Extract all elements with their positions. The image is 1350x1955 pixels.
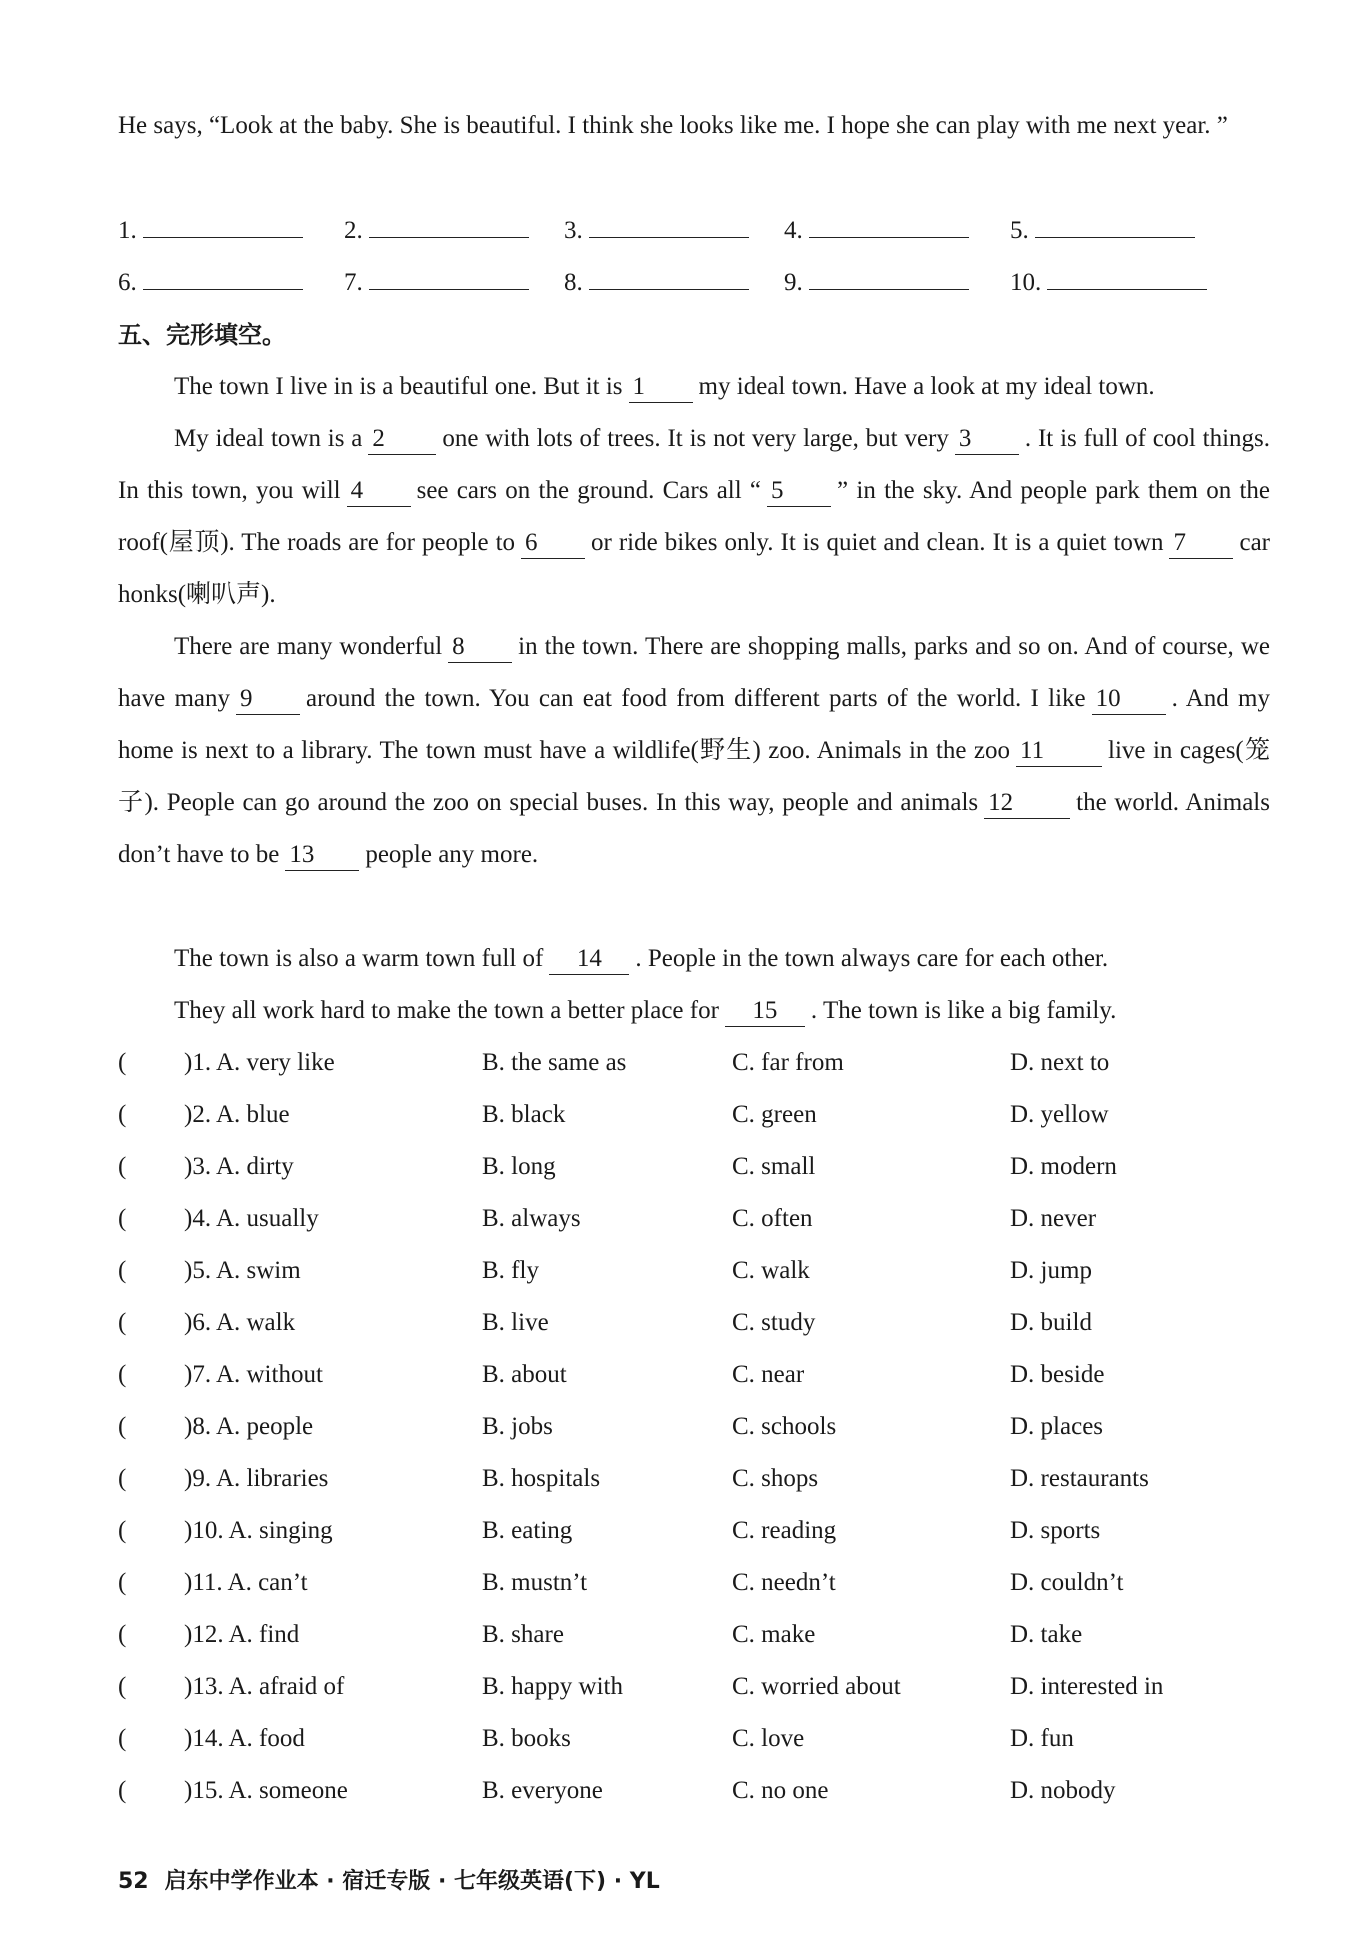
option-a[interactable]: )1. A. very like — [184, 1049, 335, 1076]
option-d[interactable]: D. beside — [1010, 1361, 1105, 1388]
option-c[interactable]: C. love — [732, 1725, 805, 1752]
footer-text: 启东中学作业本 · 宿迁专版 · 七年级英语(下) · YL — [164, 1869, 660, 1894]
option-d[interactable]: D. build — [1010, 1309, 1092, 1336]
option-b[interactable]: B. everyone — [482, 1777, 603, 1804]
option-a[interactable]: )13. A. afraid of — [184, 1673, 345, 1700]
passage-paragraph-2: My ideal town is a 2 one with lots of trees. It is not very large, but very 3 . It is full of cool things. In this town, you will 4 see cars on the ground. Cars all “ 5 ” in the sky. And people park them on the roof(屋顶). The roads are for people to 6 or ride bikes only. It is quiet and clean. It is a quiet town 7 car honks(喇叭声). — [118, 425, 1271, 608]
cloze-blank-2: 2 — [368, 424, 436, 455]
option-d[interactable]: D. modern — [1010, 1153, 1117, 1180]
answer-paren[interactable]: ( — [118, 1465, 127, 1492]
cloze-blank-7: 7 — [1169, 528, 1233, 559]
option-a[interactable]: )8. A. people — [184, 1413, 314, 1440]
option-a[interactable]: )9. A. libraries — [184, 1465, 329, 1492]
option-a[interactable]: )6. A. walk — [184, 1309, 296, 1336]
option-d[interactable]: D. nobody — [1010, 1777, 1116, 1804]
question-row — [118, 1453, 1270, 1505]
answer-paren[interactable]: ( — [118, 1413, 127, 1440]
answer-blank-3[interactable]: 3. — [564, 205, 749, 257]
option-a[interactable]: )2. A. blue — [184, 1101, 290, 1128]
answer-paren[interactable]: ( — [118, 1257, 127, 1284]
answer-paren[interactable]: ( — [118, 1361, 127, 1388]
option-d[interactable]: D. jump — [1010, 1257, 1092, 1284]
option-b[interactable]: B. books — [482, 1725, 571, 1752]
answer-blank-6[interactable]: 6. — [118, 257, 303, 309]
option-d[interactable]: D. interested in — [1010, 1673, 1164, 1700]
question-row — [118, 1297, 1270, 1349]
option-c[interactable]: C. make — [732, 1621, 816, 1648]
question-row — [118, 1505, 1270, 1557]
option-b[interactable]: B. hospitals — [482, 1465, 601, 1492]
question-row — [118, 1557, 1270, 1609]
option-b[interactable]: B. eating — [482, 1517, 573, 1544]
option-d[interactable]: D. yellow — [1010, 1101, 1109, 1128]
section-title: 五、完形填空。 — [118, 321, 286, 349]
answer-paren[interactable]: ( — [118, 1517, 127, 1544]
question-row — [118, 1089, 1270, 1141]
cloze-blank-13: 13 — [285, 840, 359, 871]
option-d[interactable]: D. sports — [1010, 1517, 1101, 1544]
option-b[interactable]: B. share — [482, 1621, 564, 1648]
option-a[interactable]: )10. A. singing — [184, 1517, 333, 1544]
answer-row-2 — [118, 257, 1270, 309]
option-b[interactable]: B. jobs — [482, 1413, 553, 1440]
option-b[interactable]: B. the same as — [482, 1049, 627, 1076]
option-c[interactable]: C. green — [732, 1101, 817, 1128]
option-d[interactable]: D. next to — [1010, 1049, 1110, 1076]
option-d[interactable]: D. fun — [1010, 1725, 1074, 1752]
option-a[interactable]: )11. A. can’t — [184, 1569, 308, 1596]
option-b[interactable]: B. live — [482, 1309, 549, 1336]
cloze-blank-9: 9 — [236, 684, 300, 715]
option-c[interactable]: C. small — [732, 1153, 816, 1180]
option-b[interactable]: B. mustn’t — [482, 1569, 588, 1596]
option-c[interactable]: C. reading — [732, 1517, 837, 1544]
question-row — [118, 1661, 1270, 1713]
answer-paren[interactable]: ( — [118, 1153, 127, 1180]
intro-line: He says, “Look at the baby. She is beautiful. I think she looks like me. I hope she can play with me next year. ” — [118, 112, 1228, 139]
option-b[interactable]: B. long — [482, 1153, 556, 1180]
answer-blank-7[interactable]: 7. — [344, 257, 529, 309]
option-d[interactable]: D. couldn’t — [1010, 1569, 1124, 1596]
answer-paren[interactable]: ( — [118, 1673, 127, 1700]
option-c[interactable]: C. far from — [732, 1049, 844, 1076]
option-b[interactable]: B. happy with — [482, 1673, 623, 1700]
question-row — [118, 1245, 1270, 1297]
answer-paren[interactable]: ( — [118, 1725, 127, 1752]
option-a[interactable]: )5. A. swim — [184, 1257, 301, 1284]
option-c[interactable]: C. often — [732, 1205, 813, 1232]
question-row — [118, 1349, 1270, 1401]
question-row — [118, 1713, 1270, 1765]
answer-paren[interactable]: ( — [118, 1101, 127, 1128]
option-a[interactable]: )3. A. dirty — [184, 1153, 294, 1180]
option-b[interactable]: B. fly — [482, 1257, 539, 1284]
option-d[interactable]: D. take — [1010, 1621, 1083, 1648]
option-a[interactable]: )12. A. find — [184, 1621, 300, 1648]
passage-paragraph-4: The town is also a warm town full of 14 . People in the town always care for each other. — [118, 933, 1270, 985]
option-a[interactable]: )7. A. without — [184, 1361, 323, 1388]
option-c[interactable]: C. walk — [732, 1257, 810, 1284]
question-row — [118, 1037, 1270, 1089]
cloze-blank-10: 10 — [1092, 684, 1166, 715]
cloze-blank-14: 14 — [549, 944, 629, 975]
answer-blank-9[interactable]: 9. — [784, 257, 969, 309]
option-d[interactable]: D. places — [1010, 1413, 1104, 1440]
option-c[interactable]: C. no one — [732, 1777, 829, 1804]
passage-paragraph-1: The town I live in is a beautiful one. But it is 1 my ideal town. Have a look at my ideal town. — [118, 361, 1270, 413]
cloze-blank-11: 11 — [1016, 736, 1102, 767]
answer-blank-1[interactable]: 1. — [118, 205, 303, 257]
answer-blank-5[interactable]: 5. — [1010, 205, 1195, 257]
question-row — [118, 1765, 1270, 1817]
question-row — [118, 1193, 1270, 1245]
answer-paren[interactable]: ( — [118, 1205, 127, 1232]
option-c[interactable]: C. study — [732, 1309, 816, 1336]
cloze-blank-8: 8 — [448, 632, 512, 663]
question-row — [118, 1401, 1270, 1453]
answer-blank-8[interactable]: 8. — [564, 257, 749, 309]
option-d[interactable]: D. never — [1010, 1205, 1097, 1232]
option-c[interactable]: C. needn’t — [732, 1569, 836, 1596]
answer-row-1 — [118, 205, 1270, 257]
answer-blank-2[interactable]: 2. — [344, 205, 529, 257]
cloze-blank-6: 6 — [521, 528, 585, 559]
cloze-blank-3: 3 — [955, 424, 1019, 455]
passage-paragraph-3: There are many wonderful 8 in the town. There are shopping malls, parks and so on. And of course, we have many 9 around the town. You can eat food from different parts of the world. I like 10 . And my home is next to a library. The town must have a wildlife(野生) zoo. Animals in the zoo 11 live in cages(笼子). People can go around the zoo on special buses. In this way, people and animals 12 the world. Animals don’t have to be 13 people any more. — [118, 621, 1270, 881]
page-footer — [118, 1862, 660, 1902]
option-c[interactable]: C. worried about — [732, 1673, 901, 1700]
answer-paren[interactable]: ( — [118, 1569, 127, 1596]
answer-paren[interactable]: ( — [118, 1621, 127, 1648]
option-c[interactable]: C. shops — [732, 1465, 819, 1492]
option-a[interactable]: )15. A. someone — [184, 1777, 348, 1804]
passage-paragraph-5: They all work hard to make the town a better place for 15 . The town is like a big family. — [118, 985, 1270, 1037]
option-b[interactable]: B. about — [482, 1361, 567, 1388]
question-row — [118, 1141, 1270, 1193]
cloze-blank-12: 12 — [984, 788, 1070, 819]
option-a[interactable]: )4. A. usually — [184, 1205, 319, 1232]
answer-paren[interactable]: ( — [118, 1777, 127, 1804]
answer-paren[interactable]: ( — [118, 1049, 127, 1076]
option-c[interactable]: C. near — [732, 1361, 805, 1388]
page-number: 52 — [118, 1869, 149, 1894]
intro-text — [118, 100, 1270, 152]
answer-blank-10[interactable]: 10. — [1010, 257, 1207, 309]
option-d[interactable]: D. restaurants — [1010, 1465, 1149, 1492]
cloze-blank-1: 1 — [629, 372, 693, 403]
option-b[interactable]: B. always — [482, 1205, 581, 1232]
cloze-blank-5: 5 — [767, 476, 831, 507]
answer-paren[interactable]: ( — [118, 1309, 127, 1336]
option-b[interactable]: B. black — [482, 1101, 566, 1128]
answer-blank-4[interactable]: 4. — [784, 205, 969, 257]
cloze-blank-15: 15 — [725, 996, 805, 1027]
question-row — [118, 1609, 1270, 1661]
option-c[interactable]: C. schools — [732, 1413, 837, 1440]
cloze-blank-4: 4 — [347, 476, 411, 507]
option-a[interactable]: )14. A. food — [184, 1725, 305, 1752]
